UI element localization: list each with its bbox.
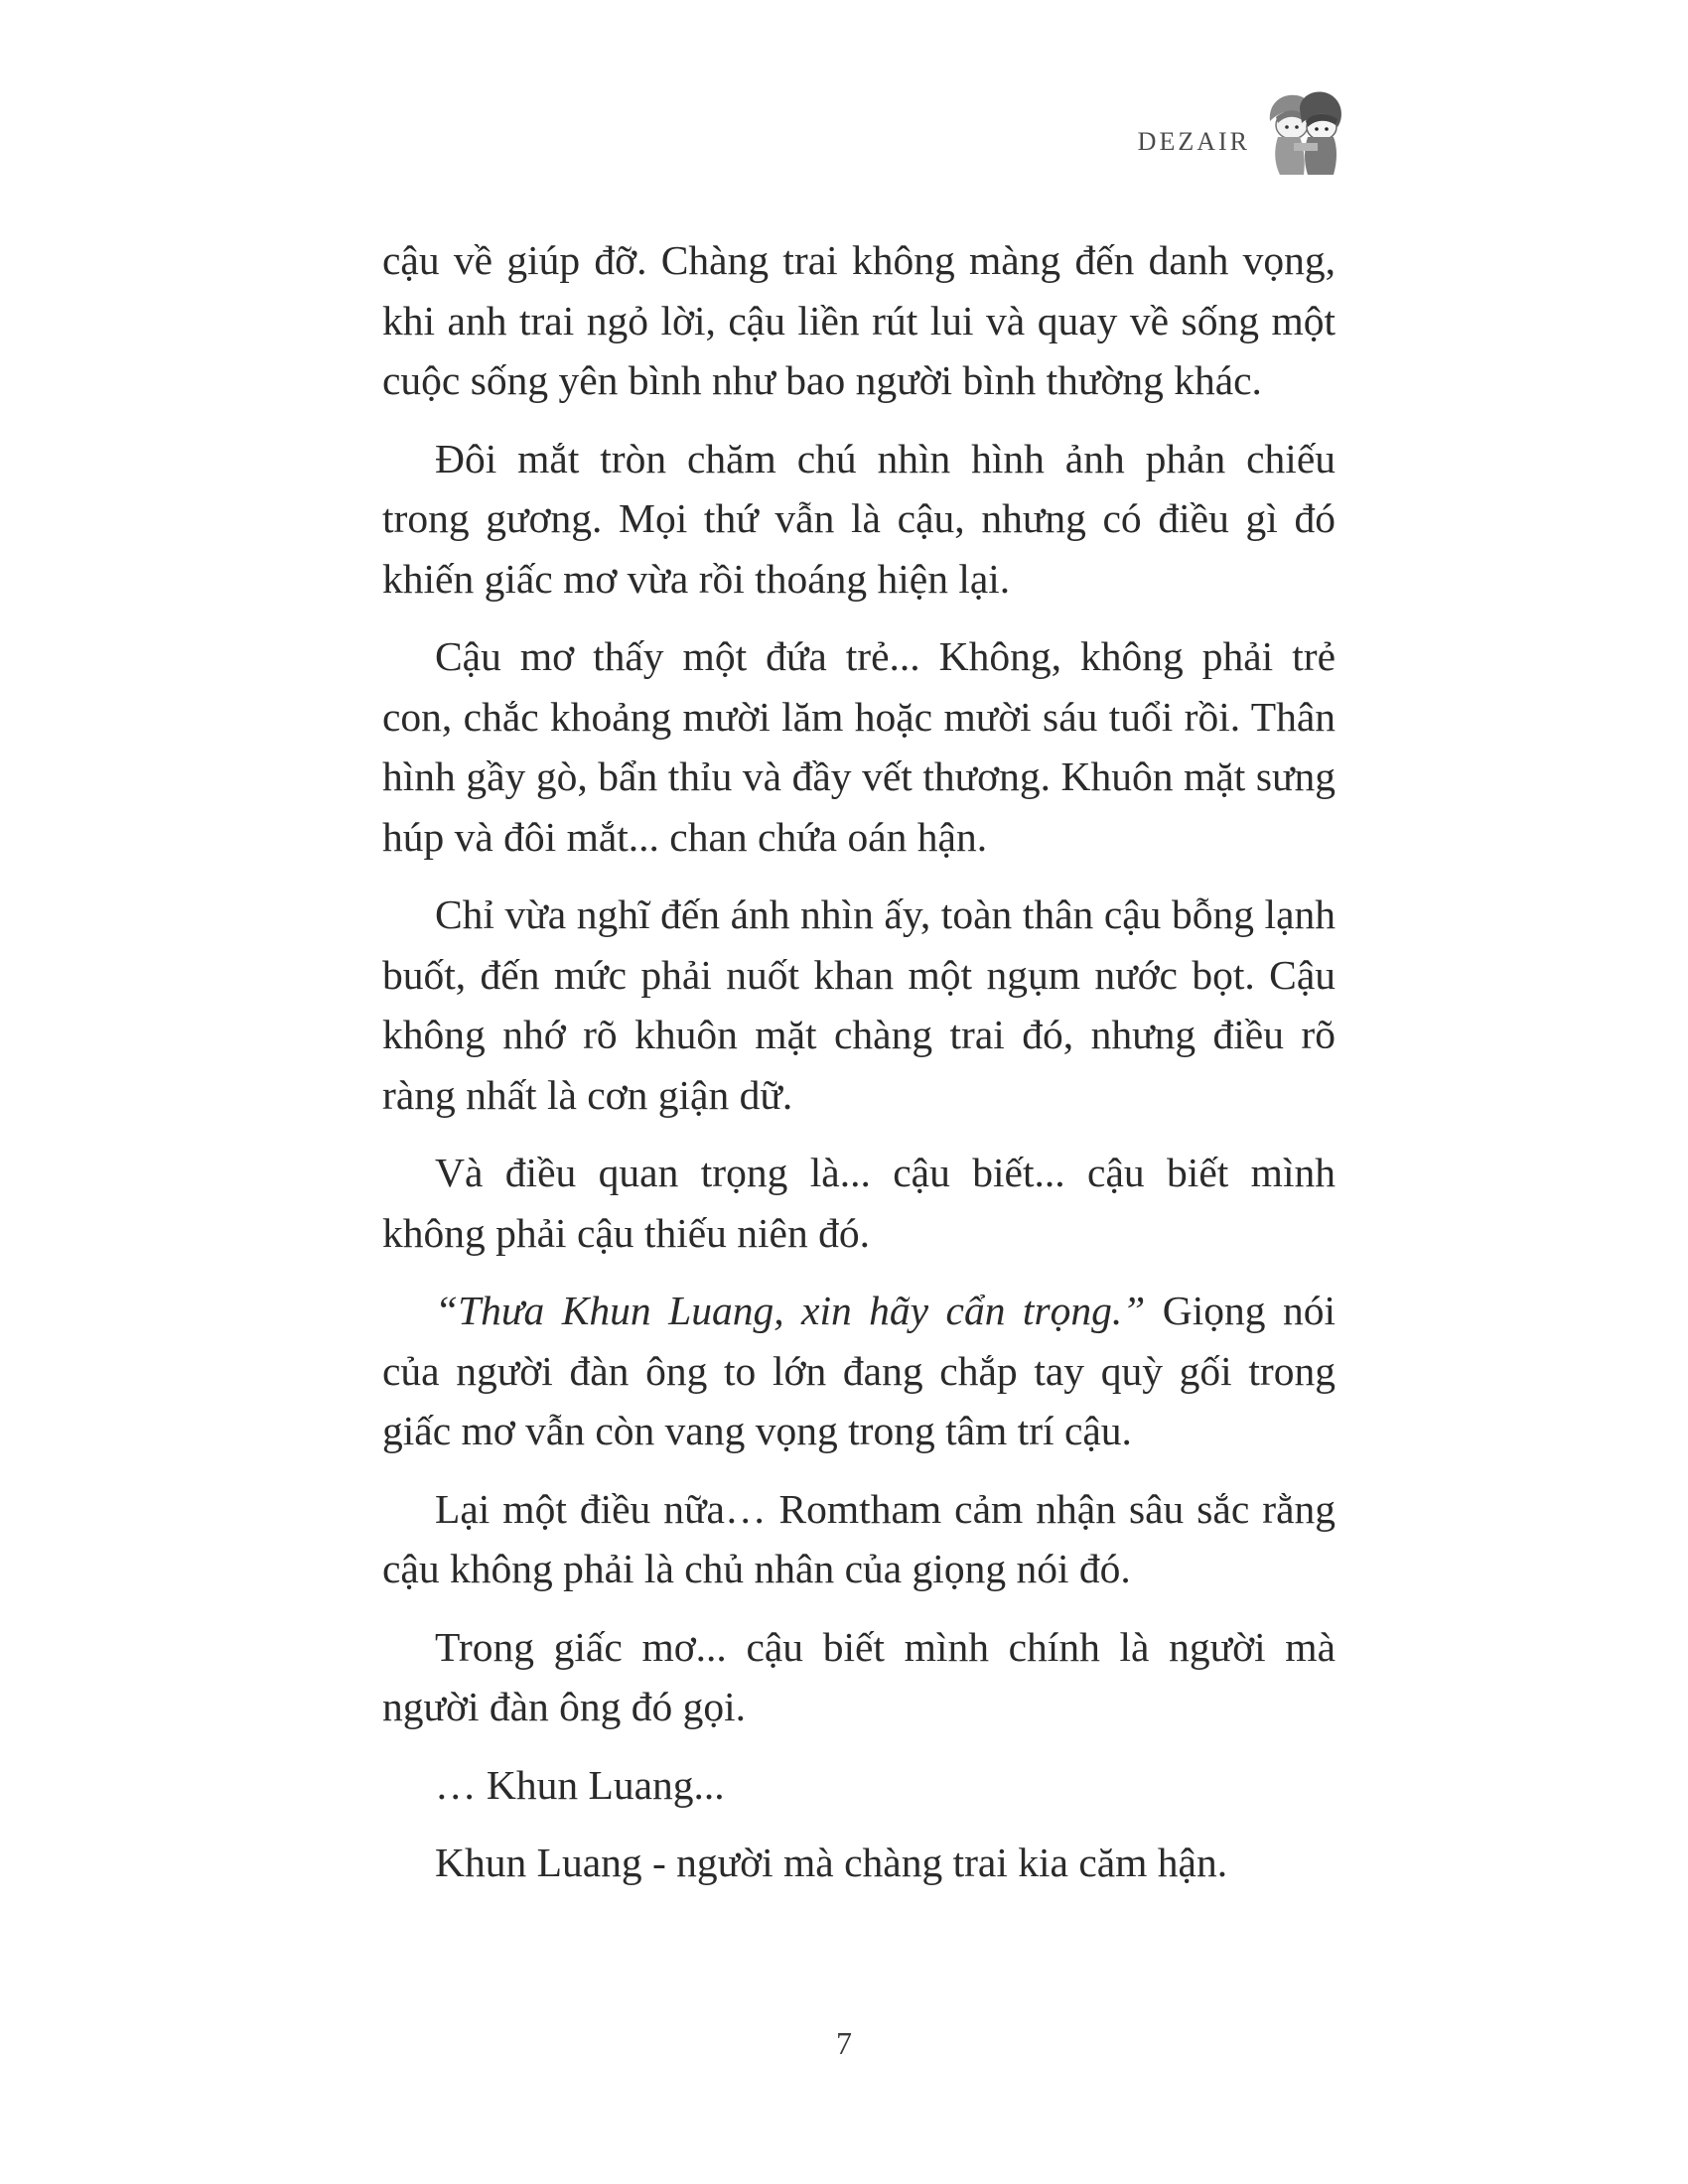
book-body-text bbox=[382, 230, 1336, 1911]
chibi-characters-logo-icon bbox=[1264, 87, 1345, 179]
dialogue-paragraph bbox=[382, 1281, 1336, 1461]
paragraph: Cậu mơ thấy một đứa trẻ... Không, không phải trẻ con, chắc khoảng mười lăm hoặc mười sáu tuổi rồi. Thân hình gầy gò, bẩn thỉu và đầy vết thương. Khuôn mặt sưng húp và đôi mắt... chan chứa oán hận. bbox=[382, 633, 1336, 860]
paragraph: Khun Luang - người mà chàng trai kia căm hận. bbox=[435, 1840, 1228, 1885]
paragraph: Lại một điều nữa… Romtham cảm nhận sâu sắc rằng cậu không phải là chủ nhân của giọng nói đó. bbox=[382, 1485, 1336, 1591]
paragraph: cậu về giúp đỡ. Chàng trai không màng đến danh vọng, khi anh trai ngỏ lời, cậu liền rút lui và quay về sống một cuộc sống yên bình như bao người bình thường khác. bbox=[382, 237, 1336, 403]
paragraph: … Khun Luang... bbox=[435, 1761, 725, 1808]
paragraph: Đôi mắt tròn chăm chú nhìn hình ảnh phản chiếu trong gương. Mọi thứ vẫn là cậu, nhưng có điều gì đó khiến giấc mơ vừa rồi thoáng hiện lại. bbox=[382, 435, 1336, 602]
page-number: 7 bbox=[836, 2025, 852, 2061]
running-header-brand: DEZAIR bbox=[1137, 127, 1250, 156]
paragraph: Trong giấc mơ... cậu biết mình chính là người mà người đàn ông đó gọi. bbox=[382, 1623, 1336, 1729]
paragraph: Và điều quan trọng là... cậu biết... cậu biết mình không phải cậu thiếu niên đó. bbox=[382, 1150, 1336, 1256]
dialogue-narration: Giọng nói của người đàn ông to lớn đang chắp tay quỳ gối trong giấc mơ vẫn còn vang vọng trong tâm trí cậu. bbox=[382, 1288, 1336, 1453]
dialogue-quote: “Thưa Khun Luang, xin hãy cẩn trọng.” bbox=[435, 1288, 1146, 1333]
running-header bbox=[1138, 87, 1345, 179]
paragraph: Chỉ vừa nghĩ đến ánh nhìn ấy, toàn thân cậu bỗng lạnh buốt, đến mức phải nuốt khan một ngụm nước bọt. Cậu không nhớ rõ khuôn mặt chàng trai đó, nhưng điều rõ ràng nhất là cơn giận dữ. bbox=[382, 891, 1336, 1118]
